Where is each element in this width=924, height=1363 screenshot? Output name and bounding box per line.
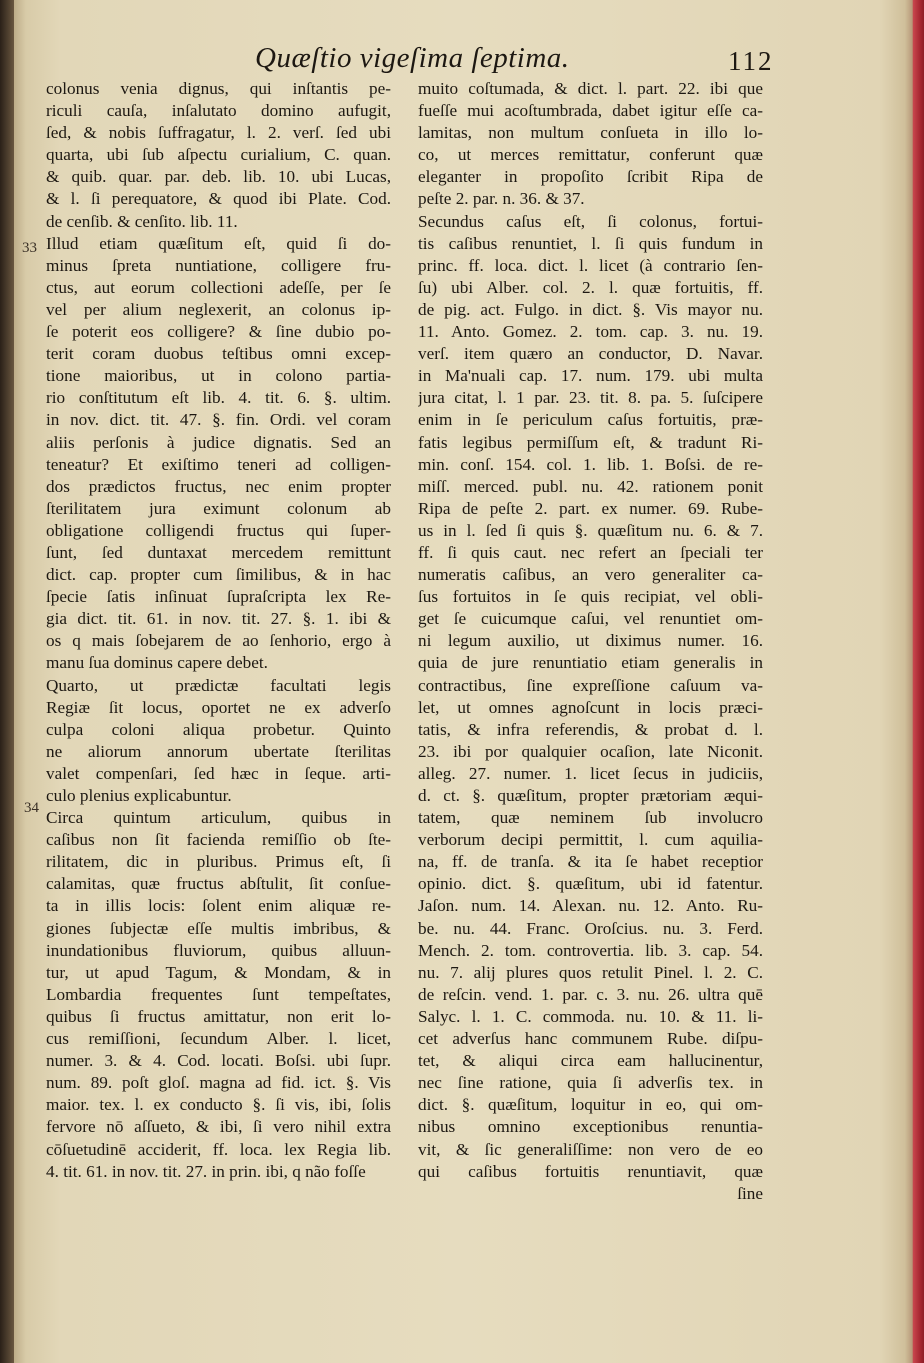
text-line: nu. 7. alij plures quos retulit Pinel. l. 2. C.: [418, 962, 763, 982]
text-line: de pig. act. Fulgo. in dict. §. Vis mayor nu.: [418, 299, 763, 319]
text-line: ſe poterit eos colligere? & ſine dubio po-: [46, 322, 391, 342]
text-line: Lombardia frequentes ſunt tempeſtates,: [46, 984, 391, 1004]
text-line: verſ. item quæro an conductor, D. Navar.: [418, 344, 763, 364]
text-line: terit coram duobus teſtibus omni excep-: [46, 344, 391, 364]
text-line: qui caſibus fortuitis renuntiavit, quæ: [418, 1161, 763, 1181]
text-line: tatem, quæ neminem ſub involucro: [418, 808, 763, 828]
text-line: calamitas, quæ fructus abſtulit, ſit conſue-: [46, 874, 391, 894]
text-line: Jaſon. num. 14. Alexan. nu. 12. Anto. Ru-: [418, 896, 763, 916]
text-line: opinio. dict. §. quæſitum, ubi id fatentur.: [418, 874, 763, 894]
text-line: verborum decipi permittit, l. cum aquilia-: [418, 830, 763, 850]
text-line: ni legum auxilio, ut diximus numer. 16.: [418, 631, 763, 651]
text-line: min. conſ. 154. col. 1. lib. 1. Boſsi. de re-: [418, 454, 763, 474]
text-line: tur, ut apud Tagum, & Mondam, & in: [46, 962, 391, 982]
text-line: & quib. quar. par. deb. lib. 10. ubi Lucas,: [46, 167, 391, 187]
text-line: vit, & ſic generaliſſime: non vero de eo: [418, 1139, 763, 1159]
text-line: co, ut merces remittatur, conferunt quæ: [418, 145, 763, 165]
text-line: tatis, & infra referendis, & probat d. l.: [418, 719, 763, 739]
text-line: obligatione colligendi fructus qui ſuper-: [46, 520, 391, 540]
text-line: princ. ff. loca. dict. l. licet (à contrario ſen-: [418, 255, 763, 275]
text-line: ſunt, ſed duntaxat mercedem remittunt: [46, 542, 391, 562]
text-line: & l. ſi perequatore, & quod ibi Plate. Cod.: [46, 189, 391, 209]
text-line: fatis legibus permiſſum eſt, & tradunt Ri-: [418, 432, 763, 452]
text-line: fervore nō aſſueto, & ibi, ſi vero nihil extra: [46, 1117, 391, 1137]
binding-gutter: [0, 0, 14, 1363]
text-column-right: [418, 78, 763, 1205]
text-line: de reſcin. vend. 1. par. c. 3. nu. 26. ultra quē: [418, 984, 763, 1004]
text-line: 4. tit. 61. in nov. tit. 27. in prin. ibi, q não foſſe: [46, 1161, 366, 1181]
text-line: rilitatem, dic in pluribus. Primus eſt, ſi: [46, 852, 391, 872]
text-line: dict. §. quæſitum, loquitur in eo, qui om-: [418, 1095, 763, 1115]
text-line: Ripa de peſte 2. part. ex numer. 69. Rube-: [418, 498, 763, 518]
text-line: let, ut omnes agnoſcunt in locis præci-: [418, 697, 763, 717]
text-line: giones ſubjectæ eſſe multis imbribus, &: [46, 918, 391, 938]
text-line: us in l. ſed ſi quis §. quæſitum nu. 6. & 7.: [418, 520, 763, 540]
text-line: Circa quintum articulum, quibus in: [46, 808, 391, 828]
text-line: ctus, aut eorum collectioni adeſſe, per ſe: [46, 277, 391, 297]
text-line: Salyc. l. 1. C. commoda. nu. 10. & 11. li-: [418, 1006, 763, 1026]
text-line: de cenſib. & cenſito. lib. 11.: [46, 211, 238, 231]
text-line: quibus ſi fructus amittatur, non erit lo-: [46, 1006, 391, 1026]
text-line: ſed, & nobis ſuffragatur, l. 2. verſ. ſed ubi: [46, 123, 391, 143]
text-line: ſterilitatem jura eximunt colonum ab: [46, 498, 391, 518]
text-line: maior. tex. l. ex conducto §. ſi vis, ibi, ſolis: [46, 1095, 391, 1115]
text-line: numeratis caſibus, an vero generaliter ca-: [418, 565, 763, 585]
text-line: riculi cauſa, inſalutato domino aufugit,: [46, 101, 391, 121]
text-line: dos prædictos fructus, nec enim propter: [46, 476, 391, 496]
text-line: ſine: [737, 1183, 763, 1203]
text-line: cet adverſus hanc communem Rube. diſpu-: [418, 1029, 763, 1049]
text-line: quia de jure renuntiatio etiam generalis in: [418, 653, 763, 673]
text-line: ta in illis locis: ſolent enim aliquæ re-: [46, 896, 391, 916]
page-number: 112: [728, 46, 774, 76]
text-line: muito coſtumada, & dict. l. part. 22. ibi que: [418, 79, 763, 98]
text-line: d. ct. §. quæſitum, propter prætoriam æqui-: [418, 786, 763, 805]
text-line: 11. Anto. Gomez. 2. tom. cap. 3. nu. 19.: [418, 322, 763, 342]
text-column-left: [46, 78, 391, 1183]
text-line: be. nu. 44. Franc. Oroſcius. nu. 3. Ferd.: [418, 918, 763, 938]
text-line: nec ſine ratione, quia ſi adverſis tex. in: [418, 1073, 763, 1093]
text-line: enim in ſe periculum caſus fortuitis, præ-: [418, 410, 763, 430]
text-line: num. 89. poſt gloſ. magna ad fid. ict. §. Vis: [46, 1073, 391, 1093]
text-line: ſu) ubi Alber. col. 2. l. quæ fortuitis, ff.: [418, 277, 763, 297]
text-line: tet, & aliqui circa eam hallucinentur,: [418, 1051, 763, 1071]
margin-note-34: 34: [24, 800, 39, 816]
text-line: tione maioribus, ut in colono partia-: [46, 366, 391, 386]
text-line: ſus fortuitos in ſe quis recipiat, vel obli-: [418, 587, 763, 607]
text-line: Quarto, ut prædictæ facultati legis: [46, 675, 391, 695]
text-line: in Ma'nuali cap. 17. num. 179. ubi multa: [418, 366, 763, 386]
text-line: lamitas, non multum conſueta in illo lo-: [418, 123, 763, 143]
text-line: fueſſe mui acoſtumbrada, dabet igitur eſſe ca-: [418, 101, 763, 121]
text-line: cus remiſſioni, ſecundum Alber. l. licet,: [46, 1029, 391, 1049]
text-line: alleg. 27. numer. 1. licet ſecus in judiciis,: [418, 763, 763, 783]
text-line: valet compenſari, ſed hæc in ſeque. arti-: [46, 763, 391, 783]
text-line: Regiæ ſit locus, oportet ne ex adverſo: [46, 697, 391, 717]
text-line: 23. ibi por qualquier ocaſion, late Niconit.: [418, 741, 763, 761]
text-line: in nov. dict. tit. 47. §. fin. Ordi. vel coram: [46, 410, 391, 430]
running-title: Quæſtio vigeſima ſeptima.: [255, 42, 570, 74]
text-line: Secundus caſus eſt, ſi colonus, fortui-: [418, 211, 763, 231]
text-line: contractibus, ſine expreſſione caſuum va-: [418, 675, 763, 695]
text-line: dict. cap. propter cum ſimilibus, & in hac: [46, 565, 391, 585]
text-line: aliis perſonis à judice dignatis. Sed an: [46, 432, 391, 452]
text-line: teneatur? Et exiſtimo teneri ad colligen-: [46, 454, 391, 474]
text-line: ſpecie ſatis inſinuat ſupraſcripta lex Re-: [46, 587, 391, 607]
text-line: minus ſpreta nuntiatione, colligere fru-: [46, 255, 391, 275]
text-line: quarta, ubi ſub aſpectu curialium, C. quan.: [46, 145, 391, 165]
text-line: caſibus non ſit facienda remiſſio ob ſte-: [46, 830, 391, 850]
text-line: cōſuetudinē acciderit, ff. loca. lex Regia lib.: [46, 1139, 391, 1159]
page-header: [0, 40, 924, 80]
text-line: inundationibus fluviorum, quibus alluun-: [46, 940, 391, 960]
text-line: culo plenius explicabuntur.: [46, 786, 232, 805]
text-line: na, ff. de tranſa. & ita ſe habet receptior: [418, 852, 763, 872]
margin-note-33: 33: [22, 240, 37, 256]
text-line: numer. 3. & 4. Cod. locati. Boſsi. ubi ſupr.: [46, 1051, 391, 1071]
text-line: gia dict. tit. 61. in nov. tit. 27. §. 1. ibi &: [46, 609, 391, 629]
red-page-edge: [913, 0, 924, 1363]
text-line: peſte 2. par. n. 36. & 37.: [418, 189, 585, 209]
text-line: tis caſibus renuntiet, l. ſi quis fundum in: [418, 233, 763, 253]
text-line: os q mais ſobejarem de ao ſenhorio, ergo à: [46, 631, 391, 651]
text-line: culpa coloni aliqua probetur. Quinto: [46, 719, 391, 739]
text-line: jura citat, l. 1 par. 23. tit. 8. pa. 5. ſuſcipere: [418, 388, 763, 408]
text-line: Mench. 2. tom. controvertia. lib. 3. cap. 54.: [418, 940, 763, 960]
text-line: manu ſua dominus capere debet.: [46, 653, 268, 673]
text-line: rio conſtitutum eſt lib. 4. tit. 6. §. ultim.: [46, 388, 391, 408]
text-line: Illud etiam quæſitum eſt, quid ſi do-: [46, 233, 391, 253]
text-line: eleganter in propoſito ſcribit Ripa de: [418, 167, 763, 187]
text-line: ff. ſi quis caut. nec refert an ſpeciali ter: [418, 542, 763, 562]
text-line: miſſ. merced. publ. nu. 42. rationem ponit: [418, 476, 763, 496]
text-line: colonus venia dignus, qui inſtantis pe-: [46, 79, 391, 98]
text-line: vel per alium neglexerit, an colonus ip-: [46, 299, 391, 319]
text-line: ne aliorum annorum ubertate ſterilitas: [46, 741, 391, 761]
text-line: get ſe cuicumque caſui, vel renuntiet om-: [418, 609, 763, 629]
text-line: nibus omnino exceptionibus renuntia-: [418, 1117, 763, 1137]
